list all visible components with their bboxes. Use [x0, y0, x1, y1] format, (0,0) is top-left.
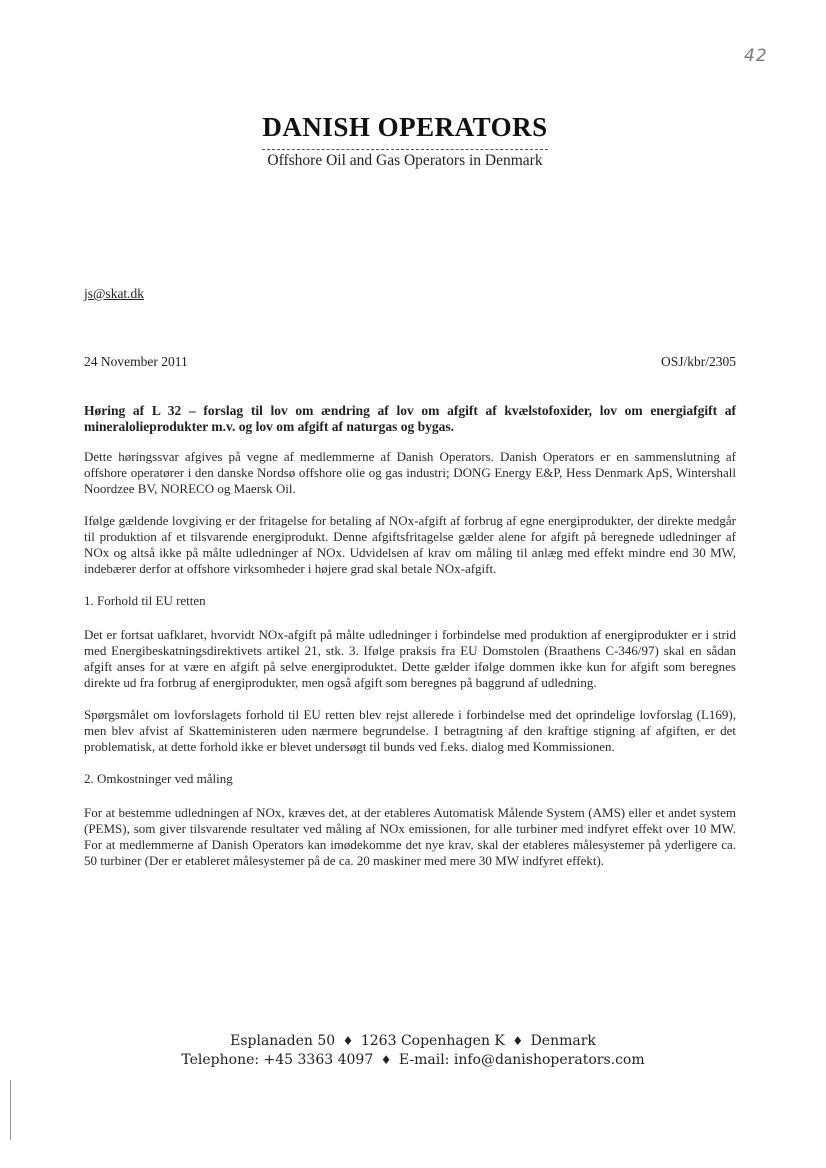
- paragraph-eu-law-1: Det er fortsat uafklaret, hvorvidt NOx-afgift på målte udledninger i forbindelse med produktion af energiprodukter er i strid med Energibeskatningsdirektivets artikel 21, stk. 3. Ifølge praksis fra EU Domstolen (Braathens C-346/97) skal en sådan afgift anses for at være en afgift på selve energiproduktet. Dette gælder ifølge dommen ikke kun for afgift som beregnes direkte ud fra forbrug af energiprodukter, men også afgift som beregnes på baggrund af udledning.: [84, 627, 736, 690]
- footer-city: 1263 Copenhagen K: [360, 1033, 505, 1049]
- section-heading-measurement-costs: 2. Omkostninger ved måling: [84, 771, 233, 786]
- diamond-separator-icon: ♦: [512, 1034, 524, 1048]
- paragraph-eu-law-2: Spørgsmålet om lovforslagets forhold til EU retten blev rejst allerede i forbindelse med det oprindelige lovforslag (L169), men blev afvist af Skatteministeren uden nærmere begrundelse. I betragtning af den kraftige stigning af afgiften, er det problematisk, at dette forhold ikke er blevet undersøgt til bunds ved f.eks. dialog med Kommissionen.: [84, 707, 736, 754]
- footer-street: Esplanaden 50: [230, 1033, 336, 1049]
- diamond-separator-icon: ♦: [380, 1053, 392, 1067]
- letterhead: [200, 112, 610, 170]
- org-name: DANISH OPERATORS: [262, 112, 547, 150]
- footer-address-line: [100, 1032, 726, 1051]
- paragraph-measurement-costs: For at bestemme udledningen af NOx, kræves det, at der etableres Automatisk Målende System (AMS) eller et andet system (PEMS), som giver tilsvarende resultater ved måling af NOx emissionen, for alle turbiner med indfyret effekt over 10 MW. For at medlemmerne af Danish Operators kan imødekomme det nye krav, skal der etableres målesystemer på yderligere ca. 50 turbiner (Der er etableret målesystemer på de ca. 20 maskiner med mere 30 MW indfyret effekt).: [84, 805, 736, 868]
- scan-margin-mark: [10, 1080, 11, 1140]
- letter-subject: Høring af L 32 – forslag til lov om ændring af lov om afgift af kvælstofoxider, lov om energiafgift af mineralolieprodukter m.v. og lov om afgift af naturgas og bygas.: [84, 403, 736, 434]
- reference-code: OSJ/kbr/2305: [660, 354, 736, 369]
- paragraph-current-law: Ifølge gældende lovgiving er der fritagelse for betaling af NOx-afgift af forbrug af egne energiprodukter, der direkte medgår til produktion af et tilsvarende energiprodukt. Denne afgiftsfritagelse gælder alene for afgift på beregnede udledninger af NOx og altså ikke på målte udledninger af NOx. Udvidelsen af krav om måling til anlæg med effekt mindre end 30 MW, indebærer derfor at offshore virksomheder i højere grad skal betale NOx-afgift.: [84, 513, 736, 576]
- org-tagline: Offshore Oil and Gas Operators in Denmark: [267, 152, 543, 169]
- letter-date: 24 November 2011: [84, 354, 188, 369]
- letter-footer: [100, 1032, 726, 1070]
- diamond-separator-icon: ♦: [342, 1034, 354, 1048]
- page-number: 42: [744, 46, 768, 66]
- paragraph-intro: Dette høringssvar afgives på vegne af medlemmerne af Danish Operators. Danish Operators er en sammenslutning af offshore operatører i den danske Nordsø offshore olie og gas industri; DONG Energy E&P, Hess Denmark ApS, Wintershall Noordzee BV, NORECO og Maersk Oil.: [84, 449, 736, 496]
- footer-email: E-mail: info@danishoperators.com: [398, 1052, 645, 1068]
- footer-contact-line: [100, 1051, 726, 1070]
- footer-telephone: Telephone: +45 3363 4097: [181, 1052, 374, 1068]
- recipient-email: js@skat.dk: [84, 286, 145, 301]
- section-heading-eu-law: 1. Forhold til EU retten: [84, 593, 206, 608]
- footer-country: Denmark: [530, 1033, 596, 1049]
- letter-body: [84, 403, 736, 885]
